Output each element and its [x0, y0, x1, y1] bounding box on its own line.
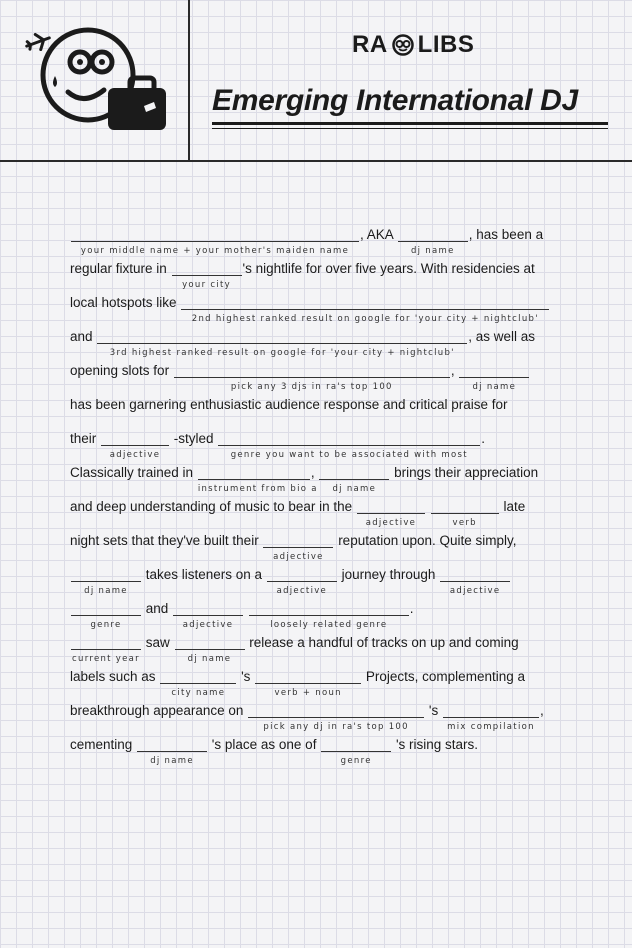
blank-hint-label: adjective	[276, 586, 328, 596]
blank-hint-label: your city	[182, 280, 231, 290]
story-line	[70, 598, 560, 632]
fill-in-blank[interactable]	[97, 326, 467, 358]
logo-left-text: RA	[352, 31, 388, 58]
fill-in-blank[interactable]	[440, 564, 510, 596]
story-text: .	[481, 431, 486, 446]
fill-in-blank[interactable]	[175, 632, 245, 664]
fill-in-blank[interactable]	[267, 564, 337, 596]
fill-in-blank[interactable]	[321, 734, 391, 766]
blank-hint-label: mix compilation	[447, 722, 535, 732]
story-text: breakthrough appearance on	[70, 703, 248, 718]
fill-in-blank[interactable]	[137, 734, 207, 766]
story-text: 's	[425, 703, 442, 718]
story-line	[70, 360, 560, 394]
blank-hint-label: adjective	[365, 518, 417, 528]
blank-hint-label: genre you want to be associated with most	[230, 450, 468, 460]
story-line	[70, 632, 560, 666]
blank-hint-label: genre	[340, 756, 372, 766]
story-line	[70, 292, 560, 326]
story-text: -styled	[170, 431, 218, 446]
story-line	[70, 224, 560, 258]
title-block	[212, 84, 608, 129]
story-line	[70, 394, 560, 428]
story-text: late	[499, 499, 526, 514]
blank-hint-label: dj name	[472, 382, 517, 392]
story-text: cementing	[70, 737, 137, 752]
fill-in-blank[interactable]	[160, 666, 236, 698]
story-text: and	[142, 601, 173, 616]
blank-hint-label: dj name	[332, 484, 377, 494]
story-text: local hotspots like	[70, 295, 181, 310]
fill-in-blank[interactable]	[255, 666, 361, 698]
fill-in-blank[interactable]	[248, 700, 424, 732]
story-text: their	[70, 431, 101, 446]
blank-hint-label: verb + noun	[274, 688, 342, 698]
blank-hint-label: dj name	[187, 654, 232, 664]
story-line	[70, 258, 560, 292]
blank-hint-label: loosely related genre	[270, 620, 388, 630]
story-text: 's	[237, 669, 255, 684]
title-underline	[212, 122, 608, 125]
story-text: Classically trained in	[70, 465, 197, 480]
illustration	[18, 20, 178, 145]
fill-in-blank[interactable]	[71, 224, 359, 256]
story-text: , has been a	[468, 227, 544, 242]
story-text: has been garnering enthusiastic audience response and critical praise for	[70, 397, 508, 412]
story-text: 's place as one of	[208, 737, 321, 752]
fill-in-blank[interactable]	[263, 530, 333, 562]
story-line	[70, 428, 560, 462]
fill-in-blank[interactable]	[71, 632, 141, 664]
blank-hint-label: genre	[90, 620, 122, 630]
story-text: release a handful of tracks on up and coming	[245, 635, 519, 650]
story-text: , as well as	[468, 329, 536, 344]
story-text	[426, 496, 430, 515]
story-text: saw	[142, 635, 174, 650]
suitcase-icon	[108, 78, 166, 130]
blank-hint-label: dj name	[84, 586, 128, 596]
blank-hint-label: adjective	[449, 586, 501, 596]
blank-hint-label: pick any dj in ra's top 100	[263, 722, 409, 732]
blank-hint-label: 2nd highest ranked result on google for 'your city + nightclub'	[191, 314, 539, 324]
story-text: reputation upon. Quite simply,	[334, 533, 517, 548]
fill-in-blank[interactable]	[197, 462, 318, 494]
story-line	[70, 666, 560, 700]
story-text: 's rising stars.	[392, 737, 479, 752]
blank-hint-label: adjective	[273, 552, 324, 562]
blank-hint-label: dj name	[410, 246, 455, 256]
story-text: regular fixture in	[70, 261, 171, 276]
fill-in-blank[interactable]	[172, 258, 242, 290]
blank-hint-label: verb	[452, 518, 477, 528]
blank-hint-label: city name	[171, 688, 226, 698]
story-text: and deep understanding of music to bear in the	[70, 499, 356, 514]
blank-hint-label: your middle name + your mother's maiden name	[80, 246, 350, 256]
story-text: ,	[310, 465, 319, 480]
story-text: , AKA	[360, 227, 397, 242]
fill-in-blank[interactable]	[431, 496, 499, 528]
logo-right-text: LIBS	[417, 31, 475, 58]
fill-in-blank[interactable]	[173, 598, 243, 630]
fill-in-blank[interactable]	[101, 428, 169, 460]
story-text: .	[409, 601, 414, 616]
header-divider	[188, 0, 190, 160]
blank-hint-label: adjective	[182, 620, 234, 630]
fill-in-blank[interactable]	[174, 360, 450, 392]
story-text	[244, 598, 248, 617]
blank-hint-label: pick any 3 djs in ra's top 100	[230, 382, 393, 392]
story-text: labels such as	[70, 669, 160, 684]
story-text: and	[70, 329, 97, 344]
story-text: journey through	[337, 567, 440, 582]
story-text: 's nightlife for over five years. With residencies at	[242, 261, 535, 276]
fill-in-blank[interactable]	[443, 700, 539, 732]
ra-libs-logo	[352, 30, 474, 60]
story-text: Projects, complementing a	[362, 669, 525, 684]
story-line	[70, 496, 560, 530]
fill-in-blank[interactable]	[71, 564, 141, 596]
fill-in-blank[interactable]	[398, 224, 468, 256]
fill-in-blank[interactable]	[181, 292, 549, 324]
story-text: brings their appreciation	[390, 465, 539, 480]
story-line	[70, 700, 560, 734]
mad-libs-story	[70, 224, 560, 768]
blank-hint-label: current year	[72, 654, 140, 664]
story-text: takes listeners on a	[142, 567, 266, 582]
fill-in-blank[interactable]	[319, 462, 389, 494]
blank-hint-label: dj name	[150, 756, 194, 766]
title-underline-thin	[212, 128, 608, 129]
blank-hint-label: adjective	[109, 450, 161, 460]
page-title: Emerging International DJ	[212, 84, 578, 117]
story-text: ,	[539, 703, 544, 718]
fill-in-blank[interactable]	[357, 496, 425, 528]
story-line	[70, 462, 560, 496]
header	[0, 0, 632, 162]
logo-face-icon	[392, 34, 414, 56]
story-line	[70, 564, 560, 598]
story-line	[70, 326, 560, 360]
fill-in-blank[interactable]	[249, 598, 409, 630]
story-text: opening slots for	[70, 363, 173, 378]
fill-in-blank[interactable]	[218, 428, 480, 460]
story-text: ,	[450, 363, 459, 378]
fill-in-blank[interactable]	[71, 598, 141, 630]
story-line	[70, 734, 560, 768]
blank-hint-label: 3rd highest ranked result on google for 'your city + nightclub'	[109, 348, 455, 358]
story-text: night sets that they've built their	[70, 533, 263, 548]
fill-in-blank[interactable]	[459, 360, 529, 392]
story-line	[70, 530, 560, 564]
blank-hint-label: instrument from bio a	[197, 484, 318, 494]
